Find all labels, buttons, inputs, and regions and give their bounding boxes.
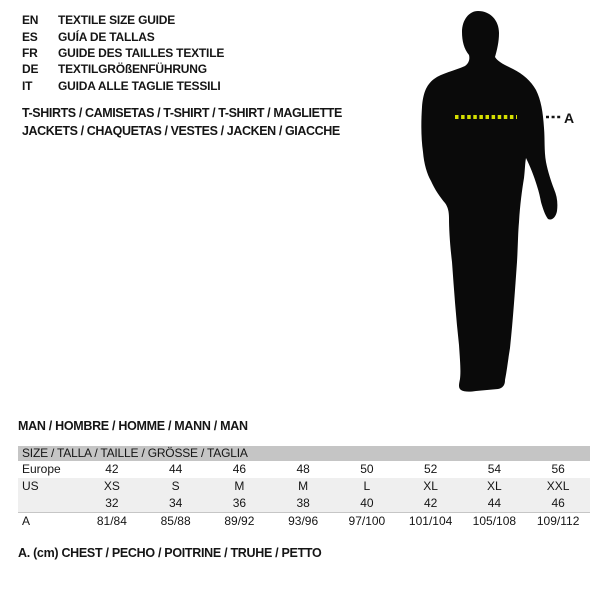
- row-label: US: [22, 479, 39, 493]
- table-cell: M: [298, 479, 309, 493]
- table-cell: S: [171, 479, 180, 493]
- garment-categories: [22, 106, 342, 141]
- lang-title: GUIDA ALLE TAGLIE TESSILI: [58, 78, 221, 93]
- list-item: [22, 61, 224, 77]
- table-cell: 32: [105, 496, 119, 510]
- table-cell: XL: [487, 479, 502, 493]
- list-item: [22, 45, 224, 61]
- man-silhouette: [421, 11, 557, 392]
- size-table: [18, 446, 590, 529]
- section-title-man: MAN / HOMBRE / HOMME / MANN / MAN: [18, 419, 248, 433]
- lang-code: FR: [22, 45, 38, 60]
- table-cell: 93/96: [288, 514, 319, 528]
- table-cell: 46: [232, 462, 247, 476]
- table-row-chest-a: [18, 512, 590, 529]
- table-cell: 109/112: [536, 514, 580, 528]
- lang-title: GUIDE DES TAILLES TEXTILE: [58, 45, 225, 60]
- table-cell: 81/84: [96, 514, 127, 528]
- table-cell: 56: [551, 462, 565, 476]
- table-cell: 42: [105, 462, 119, 476]
- lang-title: TEXTILE SIZE GUIDE: [58, 13, 176, 28]
- table-cell: 44: [168, 462, 183, 476]
- measurement-footnote: A. (cm) CHEST / PECHO / POITRINE / TRUHE / PETTO: [18, 546, 322, 560]
- lang-code: IT: [22, 78, 33, 93]
- list-item: [22, 28, 224, 44]
- table-cell: 48: [296, 462, 310, 476]
- lang-title: GUÍA DE TALLAS: [58, 29, 155, 44]
- table-cell: 97/100: [348, 514, 386, 528]
- category-line-jackets: JACKETS / CHAQUETAS / VESTES / JACKEN / GIACCHE: [22, 123, 340, 138]
- table-cell: M: [234, 479, 245, 493]
- lang-title: TEXTILGRÖßENFÜHRUNG: [58, 62, 207, 77]
- table-cell: XXL: [546, 479, 570, 493]
- table-cell: 105/108: [472, 514, 517, 528]
- row-label: Europe: [22, 462, 61, 476]
- category-line-tshirts: T-SHIRTS / CAMISETAS / T-SHIRT / T-SHIRT / MAGLIETTE: [22, 106, 342, 120]
- list-item: [22, 12, 224, 28]
- table-cell: 38: [296, 496, 310, 510]
- table-cell: XS: [103, 479, 120, 493]
- measure-label-a: A: [564, 110, 575, 126]
- table-cell: 46: [551, 496, 565, 510]
- table-cell: XL: [423, 479, 438, 493]
- table-cell: 101/104: [408, 514, 453, 528]
- table-row-europe: [18, 461, 590, 478]
- lang-code: DE: [22, 62, 39, 77]
- size-table-header: SIZE / TALLA / TAILLE / GRÖSSE / TAGLIA: [18, 446, 590, 461]
- table-cell: 34: [168, 496, 183, 510]
- row-label: [18, 495, 80, 512]
- table-cell: L: [363, 479, 371, 493]
- lang-code: ES: [22, 29, 38, 44]
- table-cell: 42: [423, 496, 438, 510]
- list-item: [22, 78, 224, 94]
- table-cell: 36: [232, 496, 247, 510]
- table-cell: 50: [360, 462, 374, 476]
- man-silhouette-figure: [395, 0, 600, 410]
- table-cell: 54: [487, 462, 502, 476]
- table-row-numeric: [18, 495, 590, 512]
- row-label: A: [22, 514, 31, 528]
- table-cell: 44: [487, 496, 502, 510]
- language-title-list: [22, 12, 224, 94]
- lang-code: EN: [22, 13, 39, 28]
- table-cell: 40: [360, 496, 374, 510]
- table-cell: 52: [423, 462, 438, 476]
- table-cell: 85/88: [160, 514, 191, 528]
- table-row-us: [18, 478, 590, 495]
- table-cell: 89/92: [224, 514, 255, 528]
